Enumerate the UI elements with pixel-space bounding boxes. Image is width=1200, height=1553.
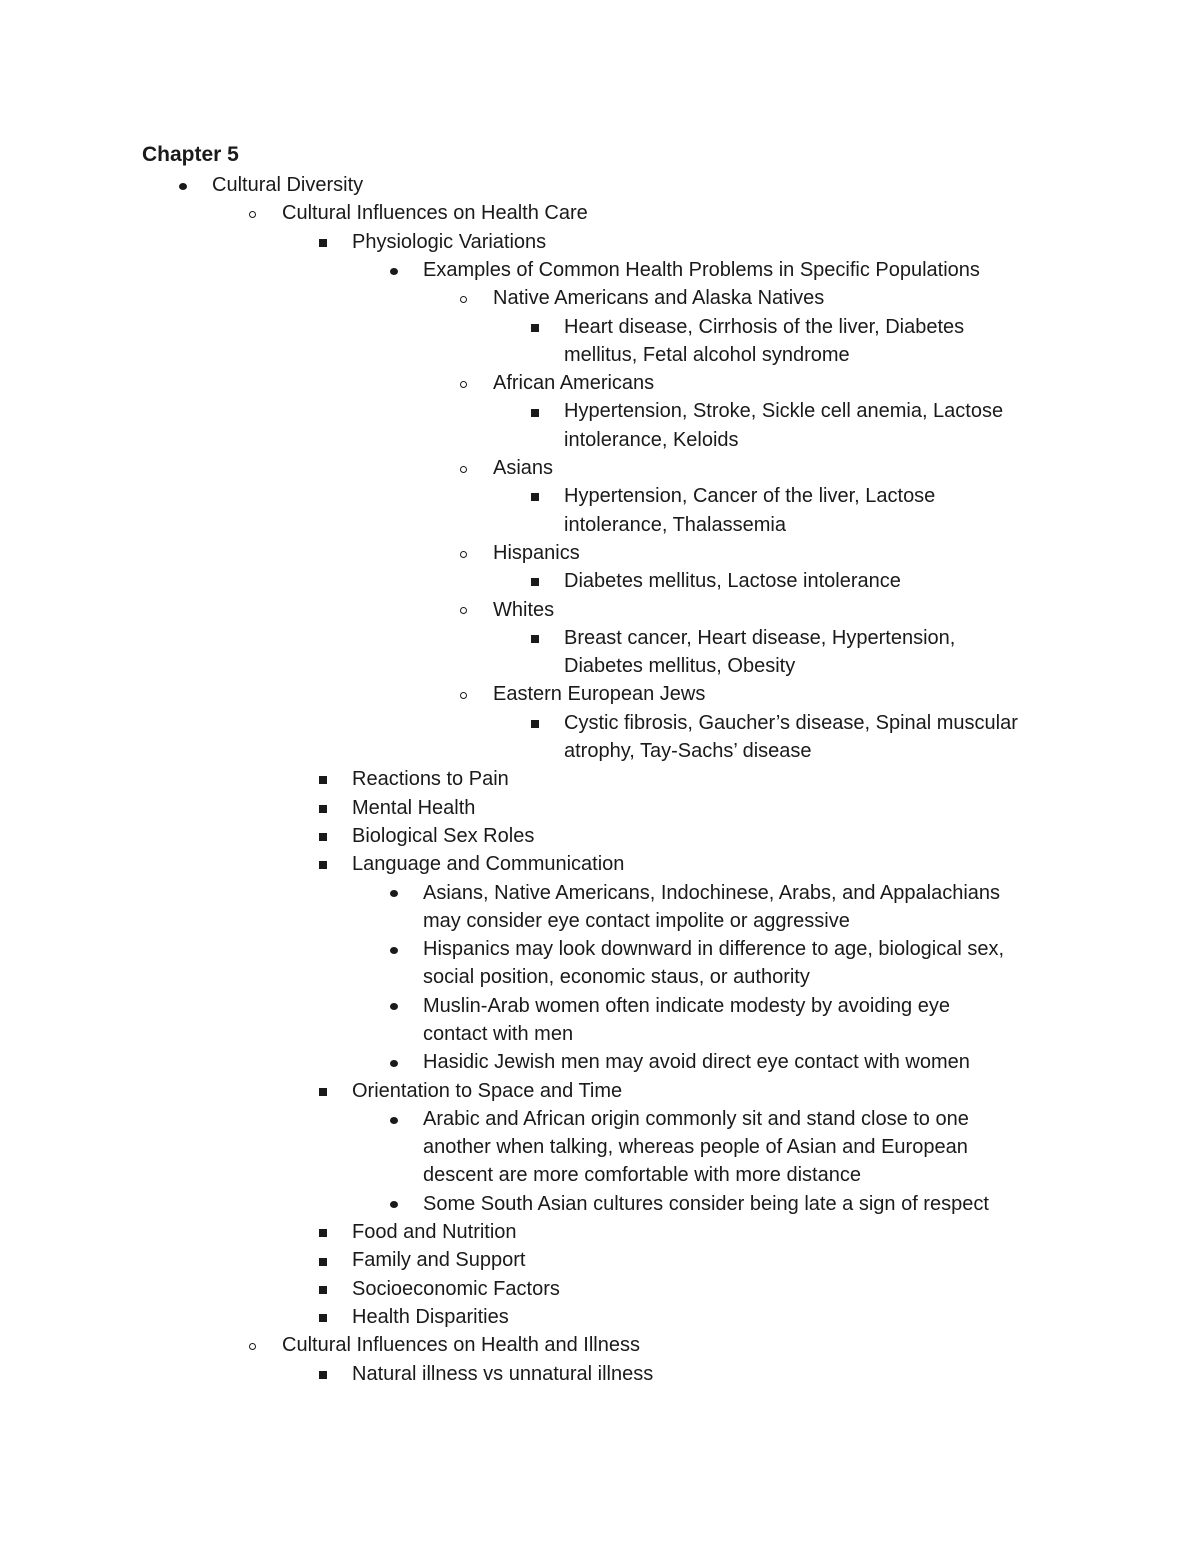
outline-item-level-3 [352,1218,517,1246]
outline-item-text: Cultural Influences on Health Care [282,202,588,225]
outline-item-text: Biological Sex Roles [352,824,535,847]
square-bullet-icon [531,409,539,417]
outline-item-level-5 [493,454,553,482]
outline-item-text: Diabetes mellitus, Lactose intolerance [564,570,901,593]
outline-item-level-4 [423,992,950,1049]
outline-item-text: Hypertension, Cancer of the liver, Lactose [564,485,936,508]
outline-item-text: Hasidic Jewish men may avoid direct eye contact with women [423,1051,970,1074]
disc-bullet-icon [390,1060,398,1067]
outline-item-text: Asians [493,457,554,479]
disc-bullet-icon [390,1117,398,1124]
outline-item-text: may consider eye contact impolite or aggressive [423,909,850,932]
outline-item-text: social position, economic staus, or authority [423,966,810,989]
outline-item-level-6 [564,624,955,681]
square-bullet-icon [319,1314,327,1322]
circle-bullet-icon [460,551,467,558]
outline-item-level-4 [423,1105,969,1190]
outline-item-text: Mental Health [352,796,476,819]
square-bullet-icon [319,805,327,813]
square-bullet-icon [531,578,539,586]
circle-bullet-icon [460,466,467,473]
outline-item-text: Asians, Native Americans, Indochinese, Arabs, and Appalachians [423,881,1001,904]
square-bullet-icon [531,324,539,332]
outline-item-text: Cultural Influences on Health and Illness [282,1334,640,1357]
outline-item-level-4 [423,1048,970,1076]
circle-bullet-icon [460,296,467,303]
outline-item-text: Cultural Diversity [212,174,364,196]
outline-item-text: Orientation to Space and Time [352,1079,623,1102]
outline-item-text: Hypertension, Stroke, Sickle cell anemia, Lactose [564,400,1004,423]
square-bullet-icon [319,776,327,784]
outline-item-text: Family and Support [352,1249,526,1272]
outline-item-text: Cystic fibrosis, Gaucher’s disease, Spinal muscular [564,711,1018,734]
outline-item-text: descent are more comfortable with more distance [423,1164,861,1187]
outline-item-level-3 [352,1360,653,1388]
square-bullet-icon [319,239,327,247]
outline-item-text: Food and Nutrition [352,1221,517,1244]
square-bullet-icon [531,635,539,643]
circle-bullet-icon [249,1343,256,1350]
outline-item-level-4 [423,879,1000,936]
outline-item-text: Heart disease, Cirrhosis of the liver, Diabetes [564,315,965,338]
outline-item-text: mellitus, Fetal alcohol syndrome [564,343,850,366]
outline-item-text: intolerance, Keloids [564,428,739,451]
outline-item-level-3 [352,1275,560,1303]
outline-item-text: contact with men [423,1022,574,1045]
outline-item-level-3 [352,228,546,256]
circle-bullet-icon [249,211,256,218]
outline-item-level-3 [352,822,534,850]
outline-item-text: intolerance, Thalassemia [564,513,786,536]
square-bullet-icon [319,1286,327,1294]
outline-item-text: Eastern European Jews [493,683,706,706]
outline-item-level-3 [352,765,509,793]
square-bullet-icon [531,720,539,728]
outline-item-text: Hispanics may look downward in difference to age, biological sex, [423,938,1005,961]
circle-bullet-icon [460,692,467,699]
outline-item-level-2 [282,1331,640,1359]
outline-item-text: Hispanics [493,541,580,564]
outline-item-text: Some South Asian cultures consider being late a sign of respect [423,1192,989,1215]
outline-item-level-5 [493,369,654,397]
square-bullet-icon [531,493,539,501]
outline-item-level-4 [423,256,980,284]
outline-item-text: Examples of Common Health Problems in Specific Populations [423,258,980,281]
outline-item-level-5 [493,596,554,624]
outline-item-text: Socioeconomic Factors [352,1277,560,1300]
outline-item-level-3 [352,1303,509,1331]
outline-item-level-5 [493,284,824,312]
square-bullet-icon [319,1229,327,1237]
outline-item-level-1 [212,171,363,199]
disc-bullet-icon [390,1003,398,1010]
outline-item-text: Whites [493,598,555,621]
outline-item-text: Diabetes mellitus, Obesity [564,655,796,678]
square-bullet-icon [319,833,327,841]
outline-item-level-4 [423,935,1004,992]
outline-item-level-3 [352,1246,525,1274]
outline-item-text: Native Americans and Alaska Natives [493,287,825,310]
outline-item-level-3 [352,1077,622,1105]
outline-item-level-3 [352,850,624,878]
disc-bullet-icon [390,268,398,275]
outline-item-text: another when talking, whereas people of Asian and European [423,1136,968,1159]
outline-item-text: Health Disparities [352,1306,509,1328]
square-bullet-icon [319,861,327,869]
outline-item-level-6 [564,709,1018,766]
outline-item-level-6 [564,567,901,595]
outline-item-text: Language and Communication [352,853,625,876]
square-bullet-icon [319,1088,327,1096]
outline-item-level-5 [493,680,705,708]
square-bullet-icon [319,1258,327,1266]
outline-item-text: Natural illness vs unnatural illness [352,1362,654,1385]
circle-bullet-icon [460,381,467,388]
outline-item-level-6 [564,397,1003,454]
circle-bullet-icon [460,607,467,614]
disc-bullet-icon [390,1201,398,1208]
page-title: Chapter 5 [142,143,239,166]
outline-item-text: atrophy, Tay-Sachs’ disease [564,739,812,762]
outline-item-level-2 [282,199,588,227]
outline-item-level-6 [564,313,964,370]
outline-item-level-6 [564,482,935,539]
square-bullet-icon [319,1371,327,1379]
disc-bullet-icon [390,947,398,954]
outline-item-text: Physiologic Variations [352,230,547,253]
outline-item-level-3 [352,794,475,822]
outline-item-text: Arabic and African origin commonly sit and stand close to one [423,1107,969,1130]
outline-item-text: Reactions to Pain [352,768,509,791]
disc-bullet-icon [390,890,398,897]
outline-item-level-5 [493,539,580,567]
outline-item-text: African Americans [493,372,655,395]
outline-item-text: Breast cancer, Heart disease, Hypertension, [564,626,956,649]
outline-item-level-4 [423,1190,989,1218]
outline-item-text: Muslin-Arab women often indicate modesty by avoiding eye [423,994,950,1017]
disc-bullet-icon [179,183,187,190]
